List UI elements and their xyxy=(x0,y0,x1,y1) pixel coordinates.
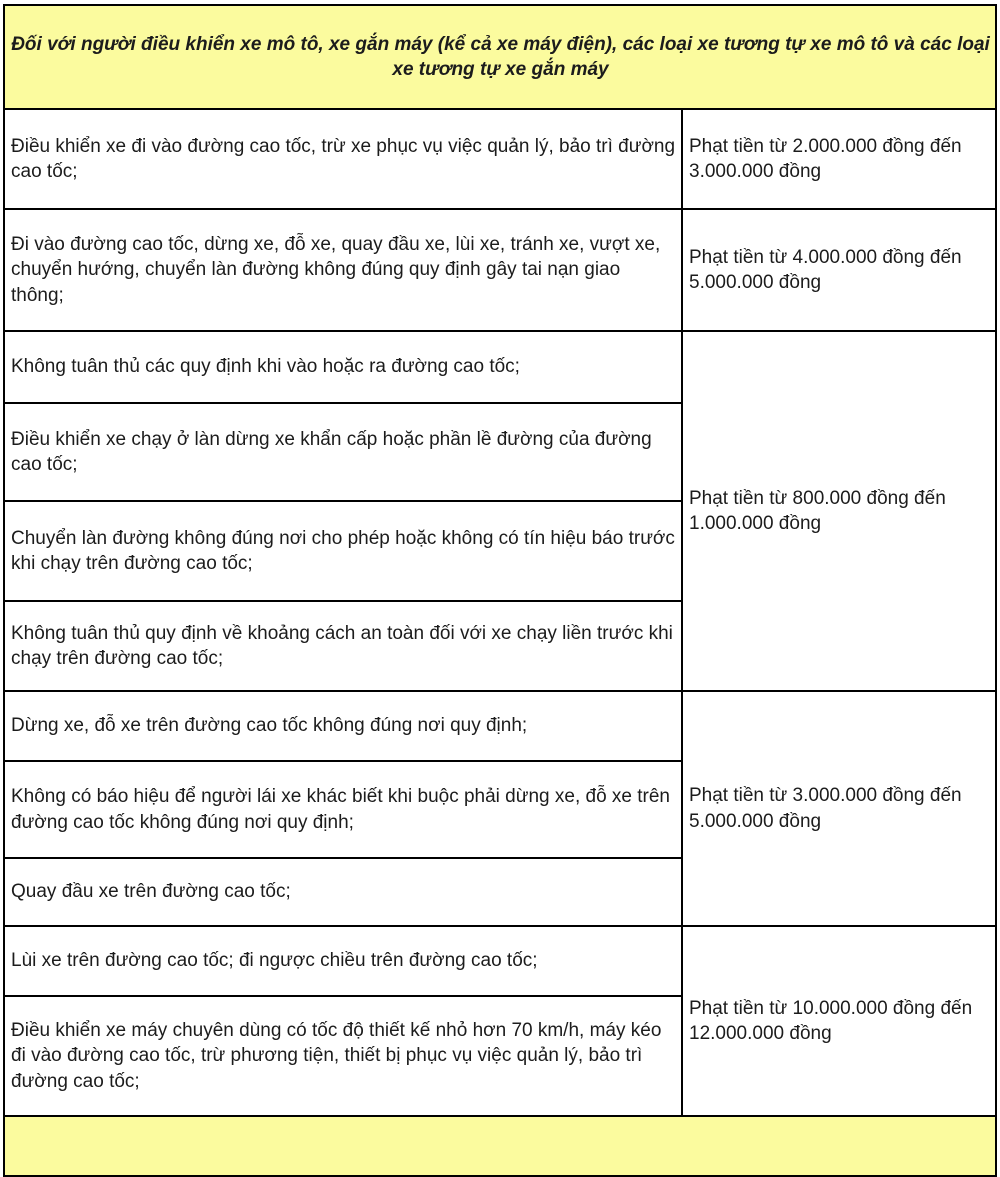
fine-cell: Phạt tiền từ 3.000.000 đồng đến 5.000.000 đồng xyxy=(682,691,996,926)
fine-cell: Phạt tiền từ 2.000.000 đồng đến 3.000.000 đồng xyxy=(682,109,996,209)
violation-cell: Đi vào đường cao tốc, dừng xe, đỗ xe, quay đầu xe, lùi xe, tránh xe, vượt xe, chuyển hướng, chuyển làn đường không đúng quy định gây tai nạn giao thông; xyxy=(4,209,682,331)
section-header-motorbike: Đối với người điều khiển xe mô tô, xe gắn máy (kể cả xe máy điện), các loại xe tương tự xe mô tô và các loại xe tương tự xe gắn máy xyxy=(4,5,996,109)
fine-cell: Phạt tiền từ 4.000.000 đồng đến 5.000.000 đồng xyxy=(682,209,996,331)
violation-cell: Điều khiển xe chạy ở làn dừng xe khẩn cấp hoặc phần lề đường của đường cao tốc; xyxy=(4,403,682,501)
violation-cell: Lùi xe trên đường cao tốc; đi ngược chiều trên đường cao tốc; xyxy=(4,926,682,996)
violation-cell: Điều khiển xe máy chuyên dùng có tốc độ thiết kế nhỏ hơn 70 km/h, máy kéo đi vào đường cao tốc, trừ phương tiện, thiết bị phục vụ việc quản lý, bảo trì đường cao tốc; xyxy=(4,996,682,1116)
violation-cell: Dừng xe, đỗ xe trên đường cao tốc không đúng nơi quy định; xyxy=(4,691,682,761)
violation-cell: Không tuân thủ các quy định khi vào hoặc ra đường cao tốc; xyxy=(4,331,682,403)
violation-cell: Quay đầu xe trên đường cao tốc; xyxy=(4,858,682,926)
violation-cell: Điều khiển xe đi vào đường cao tốc, trừ xe phục vụ việc quản lý, bảo trì đường cao tốc; xyxy=(4,109,682,209)
violation-cell: Chuyển làn đường không đúng nơi cho phép hoặc không có tín hiệu báo trước khi chạy trên đường cao tốc; xyxy=(4,501,682,601)
violation-cell: Không có báo hiệu để người lái xe khác biết khi buộc phải dừng xe, đỗ xe trên đường cao tốc không đúng nơi quy định; xyxy=(4,761,682,858)
next-section-header-partial xyxy=(4,1116,996,1176)
fine-cell: Phạt tiền từ 800.000 đồng đến 1.000.000 đồng xyxy=(682,331,996,691)
violation-cell: Không tuân thủ quy định về khoảng cách an toàn đối với xe chạy liền trước khi chạy trên đường cao tốc; xyxy=(4,601,682,691)
fine-cell: Phạt tiền từ 10.000.000 đồng đến 12.000.000 đồng xyxy=(682,926,996,1116)
traffic-fines-table xyxy=(3,4,997,1177)
